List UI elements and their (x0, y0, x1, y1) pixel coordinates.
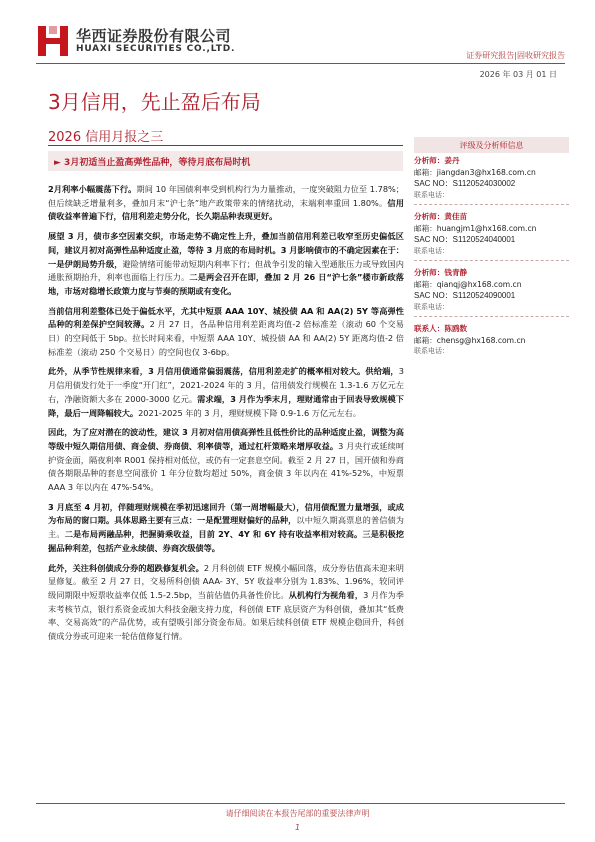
paragraph: 因此，为了应对潜在的波动性，建议 3 月初对信用债高弹性且低性价比的品种适度止盈，调整为高等级中短久期信用债、商金债、券商债、利率债等，通过杠杆策略来增厚收益。3 月央行或延续呵护资金面，隔夜利率 R001 保持相对低位，或仍有一定套息空间。截至 2 月 27 日，国开债和券商债各期限品种的套息空间涨价 1 年分位数均超过 50%，商金债 3 年以内在 41%-52%，中短票 AAA 3 年以内在 47%-54%。 (48, 427, 404, 493)
analyst-card (414, 211, 569, 257)
report-title: 3月信用，先止盈后布局 (48, 90, 261, 114)
paragraph: 此外，关注科创债成分券的超跌修复机会。2 月科创债 ETF 规模小幅回落，成分券估值高未迎来明显修复。截至 2 月 27 日，交易所科创债 AAA- 3Y、5Y 收益率分别为 1.83%、1.96%，较同评级同期限中短票收益率仅低 1.5-2.5bp，当前估值仍具备性价比。从机构行为视角看，3 月作为季末考核节点，银行系资金或加大科技金融支持力度，科创债 ETF 底层资产为科创债，叠加其“低费率、交易高效”的产品优势，或有望吸引部分资金布局。如果后续科创债 ETF 规模企稳回升，科创债成分券或可迎来一轮估值修复行情。 (48, 562, 404, 642)
analyst-email[interactable]: 邮箱：huangjm1@hx168.com.cn (414, 223, 537, 233)
paragraph: 3 月底至 4 月初，伴随理财规模在季初迅速回升（第一周增幅最大），信用债配置力量增强，或成为布局的窗口期。具体思路主要有三点：一是配置理财偏好的品种，以中短久期高票息的普信债为主。二是布局两融品种，把握骑乘收益，目前 2Y、4Y 和 6Y 持有收益率相对较高。三是积极挖掘品种利差，包括产业永续债、券商次级债等。 (48, 501, 404, 553)
subtitle-divider (48, 145, 403, 146)
legal-disclaimer-note: 请仔细阅读在本报告尾部的重要法律声明 (225, 809, 370, 818)
analyst-email[interactable]: 邮箱：qianqj@hx168.com.cn (414, 279, 522, 289)
paragraph: 当前信用利差整体已处于偏低水平，尤其中短票 AAA 10Y、城投债 AA 和 AA(2) 5Y 等高弹性品种的利差保护空间较薄。2 月 27 日，各品种信用利差距离均值-2 倍标准差（滚动 60 个交易日）的空间低于 5bp。拉长时间来看，中短票 AAA 10Y、城投债 AA 和 AA(2) 5Y 距离均值-2 倍标准差（滚动 250 个交易日）的空间也仅 3-6bp。 (48, 305, 404, 357)
analyst-sac: SAC NO：S1120524090001 (414, 291, 516, 300)
analyst-info-heading: 评级及分析师信息 (414, 137, 569, 153)
sidebar-divider (414, 204, 569, 205)
paragraph: 展望 3 月，债市多空因素交织，市场走势不确定性上升，叠加当前信用利差已收窄至历史偏低区间，建议月初对高弹性品种适度止盈，等待 3 月底的布局时机。3 月影响债市的不确定因素在于：一是伊朗局势升级，避险情绪可能带动短期内利率下行；但战争引发的输入型通胀压力或导致国内通胀预期抬升，利率也面临上行压力。二是两会召开在即，叠加 2 月 26 日“沪七条”楼市新政落地，市场对稳增长政策力度与节奏的预期或有变化。 (48, 231, 404, 296)
analyst-name: 分析师：姜丹 (414, 156, 460, 165)
company-name-en: HUAXI SECURITIES CO.,LTD. (76, 44, 236, 54)
analyst-name: 分析师：钱青静 (414, 268, 468, 277)
contact-email[interactable]: 邮箱：chensg@hx168.com.cn (414, 335, 526, 345)
section-heading: ► 3月初适当止盈高弹性品种，等待月底布局时机 (48, 151, 403, 171)
analyst-card (414, 267, 569, 313)
contact-card (414, 323, 569, 358)
paragraph: 此外，从季节性规律来看，3 月信用债通常偏弱震荡，信用利差走扩的概率相对较大。供给端，3 月信用债发行处于一季度“开门红”，2021-2024 年的 3 月，信用债发行规模在 1.3-1.6 万亿元左右，净融资额大多在 2000-3000 亿元。需求端，3 月作为季末月，理财通常由于回表导致规模下降，最后一周降幅较大。2021-2025 年的 3 月，理财规模下降 0.9-1.6 万亿元左右。 (48, 366, 404, 418)
analyst-sac: SAC NO：S1120524030002 (414, 179, 516, 188)
sidebar-divider (414, 260, 569, 261)
footer-divider (36, 803, 565, 804)
analyst-sac: SAC NO：S1120524040001 (414, 235, 516, 244)
page-number: 1 (294, 823, 301, 832)
analyst-phone: 联系电话： (414, 302, 449, 311)
contact-phone: 联系电话： (414, 347, 449, 355)
company-name-cn: 华西证券股份有限公司 (76, 27, 232, 45)
report-body (48, 183, 404, 650)
contact-name: 联系人：陈鸥数 (414, 324, 468, 333)
analyst-phone: 联系电话： (414, 190, 449, 199)
report-date: 2026 年 03 月 01 日 (479, 70, 557, 79)
analyst-email[interactable]: 邮箱：jiangdan3@hx168.com.cn (414, 167, 536, 177)
huaxi-logo-icon (36, 24, 70, 58)
analyst-card (414, 155, 569, 201)
sidebar-divider (414, 316, 569, 317)
analyst-name: 分析师：黄佳苗 (414, 212, 468, 221)
report-category-tags: 证券研究报告|固收研究报告 (466, 51, 565, 60)
analyst-phone: 联系电话： (414, 246, 449, 255)
report-subtitle: 2026 信用月报之三 (48, 130, 164, 145)
paragraph: 2月利率小幅震荡下行。期间 10 年国债利率受到机构行为力量推动，一度突破阻力位至 1.78%；但后续缺乏增量利多，叠加月末“沪七条”地产政策带来的情绪扰动，末端利率重回 1.80%。信用债收益率普遍下行，信用利差走势分化，长久期品种表现更好。 (48, 184, 404, 222)
header-divider (36, 63, 565, 64)
